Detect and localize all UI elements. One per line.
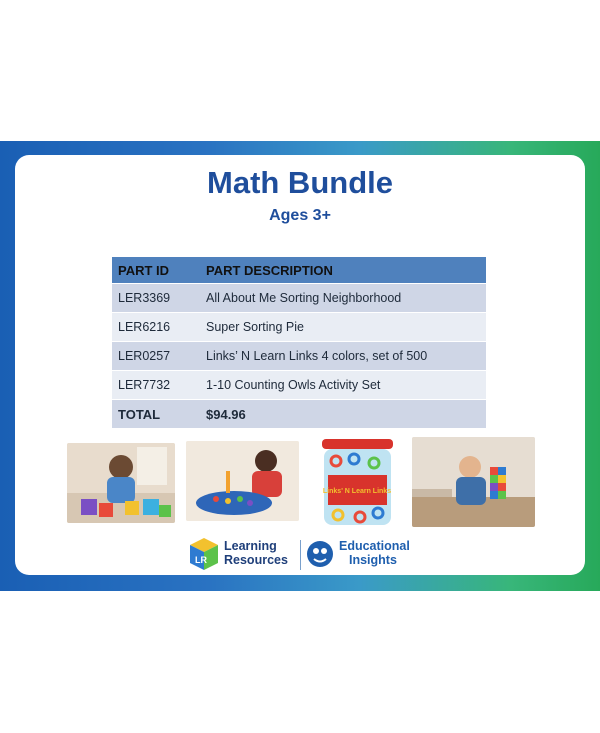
- learning-resources-logo-icon: [189, 537, 219, 571]
- educational-insights-logo-text: [339, 539, 410, 567]
- part-id-cell: LER7732: [112, 371, 200, 400]
- table-row: [112, 313, 486, 342]
- part-description-cell: Super Sorting Pie: [200, 313, 486, 342]
- column-header-part-id: PART ID: [112, 257, 200, 284]
- learning-resources-line-2: Resources: [224, 553, 288, 567]
- column-header-part-description: PART DESCRIPTION: [200, 257, 486, 284]
- part-description-cell: 1-10 Counting Owls Activity Set: [200, 371, 486, 400]
- part-description-cell: All About Me Sorting Neighborhood: [200, 284, 486, 313]
- table-row: [112, 371, 486, 400]
- photo-links-jar: [316, 437, 399, 527]
- learning-resources-logo-text: [224, 539, 288, 567]
- photo-super-sorting-pie: [186, 441, 299, 521]
- lr-logo-letters: LR: [195, 555, 207, 565]
- part-id-cell: LER6216: [112, 313, 200, 342]
- part-id-cell: LER0257: [112, 342, 200, 371]
- total-row: [112, 400, 486, 429]
- educational-insights-line-2: Insights: [349, 553, 397, 567]
- total-label: TOTAL: [112, 400, 200, 429]
- part-id-cell: LER3369: [112, 284, 200, 313]
- page-title: Math Bundle: [207, 165, 393, 200]
- photo-counting-owls: [412, 437, 535, 527]
- logo-divider: [300, 540, 301, 570]
- jar-label: Links' N Learn Links: [322, 488, 392, 495]
- brand-logos: [188, 536, 418, 576]
- part-description-cell: Links’ N Learn Links 4 colors, set of 500: [200, 342, 486, 371]
- table-row: [112, 342, 486, 371]
- page-subtitle: Ages 3+: [269, 207, 331, 224]
- parts-table: [112, 257, 486, 428]
- educational-insights-line-1: Educational: [339, 539, 410, 553]
- total-value: $94.96: [200, 400, 486, 429]
- table-row: [112, 284, 486, 313]
- photo-sorting-neighborhood: [67, 443, 175, 523]
- learning-resources-line-1: Learning: [224, 539, 277, 553]
- table-header-row: [112, 257, 486, 284]
- educational-insights-logo-icon: [306, 540, 334, 568]
